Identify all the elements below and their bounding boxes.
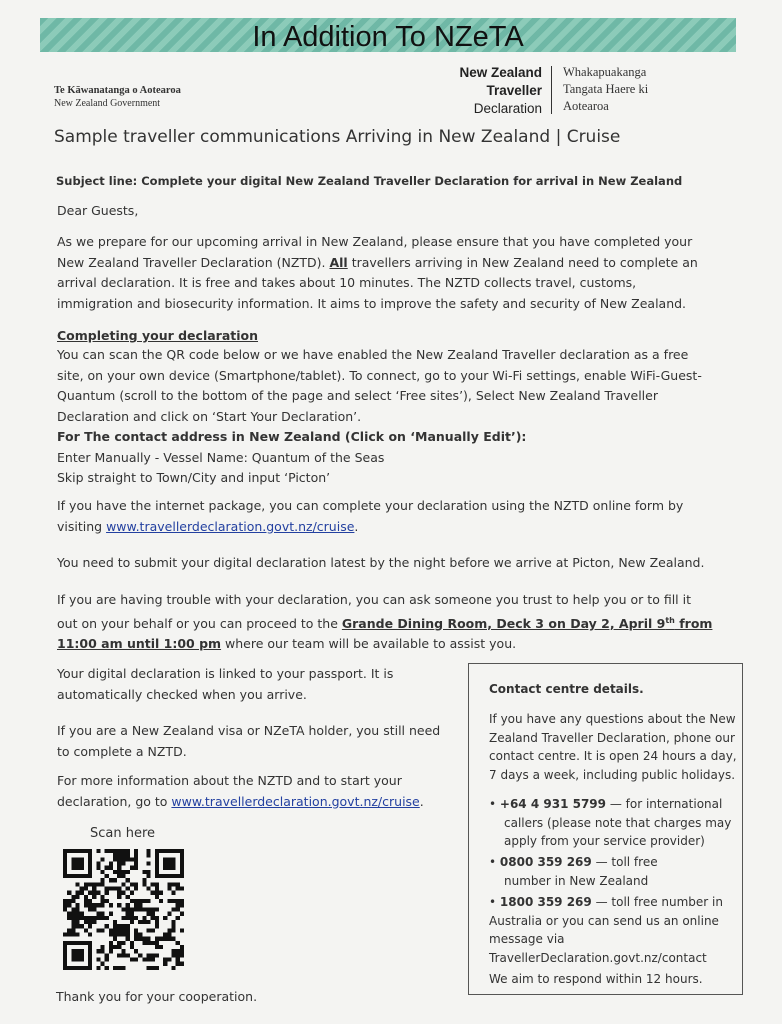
qr-code-icon[interactable] [63, 849, 184, 970]
contact-item-text: apply from your service provider) [504, 834, 705, 848]
intro-line: immigration and biosecurity information. It aims to improve the safety and security of New Zealand. [57, 295, 687, 311]
assist-location-text: Grande Dining Room, Deck 3 on Day 2, April 9 [341, 615, 666, 631]
period: . [354, 518, 359, 534]
header-banner [40, 18, 736, 52]
logo-en-line1: New Zealand [459, 65, 542, 80]
internet-line: If you have the internet package, you can complete your declaration using the NZTD online form by [57, 498, 684, 513]
contact-item-text: — toll free number in [591, 895, 723, 909]
contact-heading: Contact centre details. [489, 682, 644, 696]
passport-line: Your digital declaration is linked to your passport. It is [57, 666, 394, 681]
contact-intro-line: If you have any questions about the New [489, 712, 736, 726]
date-suffix: th [665, 615, 675, 625]
scan-here-label: Scan here [90, 826, 156, 841]
completing-heading: Completing your declaration [57, 328, 259, 343]
assist-location-text: from [674, 615, 713, 631]
completing-line: Quantum (scroll to the bottom of the page and select ‘Free sites’), Select New Zealand Traveller [57, 388, 658, 403]
logo-en-line2: Traveller [486, 83, 542, 98]
contact-intro [489, 710, 737, 784]
contact-item-nz [489, 853, 658, 890]
bullet-icon: • [489, 855, 497, 869]
contact-item-text: number in New Zealand [504, 873, 649, 888]
greeting: Dear Guests, [57, 203, 139, 218]
contact-address-heading: For The contact address in New Zealand (Click on ‘Manually Edit’): [57, 429, 527, 444]
completing-paragraph [57, 345, 702, 489]
help-line: where our team will be available to assist you. [221, 636, 517, 652]
passport-paragraph [57, 664, 393, 705]
manual-entry-line: Enter Manually - Vessel Name: Quantum of the Seas [57, 449, 385, 465]
completing-line: Declaration and click on ‘Start Your Declaration’. [57, 408, 362, 424]
skip-line: Skip straight to Town/City and input ‘Picton’ [57, 470, 331, 485]
contact-item-text: message via [489, 932, 565, 946]
banner-title: In Addition To NZeTA [252, 21, 524, 53]
bullet-icon: • [489, 895, 497, 909]
contact-item-text: Australia or you can send us an online [489, 913, 719, 928]
document-title: Sample traveller communications Arriving in New Zealand | Cruise [54, 127, 621, 147]
visa-line: If you are a New Zealand visa or NZeTA holder, you still need [57, 723, 441, 738]
emphasis-all: All [329, 254, 348, 270]
more-info-link[interactable]: www.travellerdeclaration.govt.nz/cruise [171, 793, 420, 809]
help-line: out on your behalf or you can proceed to the [57, 615, 342, 631]
logo-en-line3: Declaration [473, 101, 542, 116]
intro-paragraph [57, 232, 698, 314]
assist-time: 11:00 am until 1:00 pm [57, 636, 222, 652]
contact-item-international [489, 795, 731, 851]
government-logo [54, 84, 181, 110]
intro-line: As we prepare for our upcoming arrival in New Zealand, please ensure that you have completed your [57, 234, 693, 249]
contact-item-australia [489, 893, 723, 967]
response-time: We aim to respond within 12 hours. [489, 972, 703, 986]
internet-paragraph [57, 496, 683, 537]
contact-item-text: — toll free [591, 855, 658, 869]
gov-line-maori: Te Kāwanatanga o Aotearoa [54, 85, 181, 96]
bullet-icon: • [489, 797, 497, 811]
logo-mi-line3: Aotearoa [563, 99, 609, 113]
completing-line: site, on your own device (Smartphone/tablet). To connect, go to your Wi-Fi settings, enable WiFi-Guest- [57, 367, 702, 383]
completing-line: You can scan the QR code below or we have enabled the New Zealand Traveller declaration as a free [57, 347, 689, 362]
help-paragraph [57, 590, 712, 655]
logo-mi-line1: Whakapuakanga [563, 65, 647, 79]
help-line: If you are having trouble with your declaration, you can ask someone you trust to help you or to fill it [57, 592, 691, 607]
intro-line: travellers arriving in New Zealand need to complete an [347, 254, 698, 270]
declaration-link[interactable]: www.travellerdeclaration.govt.nz/cruise [106, 518, 355, 534]
international-phone[interactable]: +64 4 931 5799 [499, 797, 606, 811]
deadline-paragraph: You need to submit your digital declaration latest by the night before we arrive at Picton, New Zealand. [57, 555, 705, 570]
visa-line: to complete a NZTD. [57, 743, 187, 759]
gov-line-english: New Zealand Government [54, 98, 161, 109]
contact-item-text: callers (please note that charges may [504, 815, 732, 830]
contact-item-text: — for international [606, 797, 723, 811]
nz-phone[interactable]: 0800 359 269 [499, 855, 592, 869]
australia-phone[interactable]: 1800 359 269 [499, 895, 592, 909]
more-info-paragraph [57, 771, 424, 812]
closing-line: Thank you for your cooperation. [56, 989, 258, 1004]
visa-paragraph [57, 721, 440, 762]
period: . [419, 793, 424, 809]
logo-mi-line2: Tangata Haere ki [563, 82, 649, 96]
contact-link[interactable]: TravellerDeclaration.govt.nz/contact [489, 950, 707, 965]
contact-intro-line: Zealand Traveller Declaration, phone our [489, 730, 735, 745]
intro-line: arrival declaration. It is free and takes about 10 minutes. The NZTD collects travel, customs, [57, 275, 637, 290]
subject-line: Subject line: Complete your digital New Zealand Traveller Declaration for arrival in New Zealand [56, 174, 683, 188]
logo-divider [551, 66, 552, 114]
more-info-line: declaration, go to [57, 793, 172, 809]
internet-line: visiting [57, 518, 107, 534]
contact-intro-line: contact centre. It is open 24 hours a day, [489, 749, 737, 763]
assist-location [342, 616, 713, 631]
contact-intro-line: 7 days a week, including public holidays. [489, 767, 736, 782]
more-info-line: For more information about the NZTD and to start your [57, 773, 402, 788]
passport-line: automatically checked when you arrive. [57, 686, 307, 702]
intro-line: New Zealand Traveller Declaration (NZTD). [57, 254, 330, 270]
